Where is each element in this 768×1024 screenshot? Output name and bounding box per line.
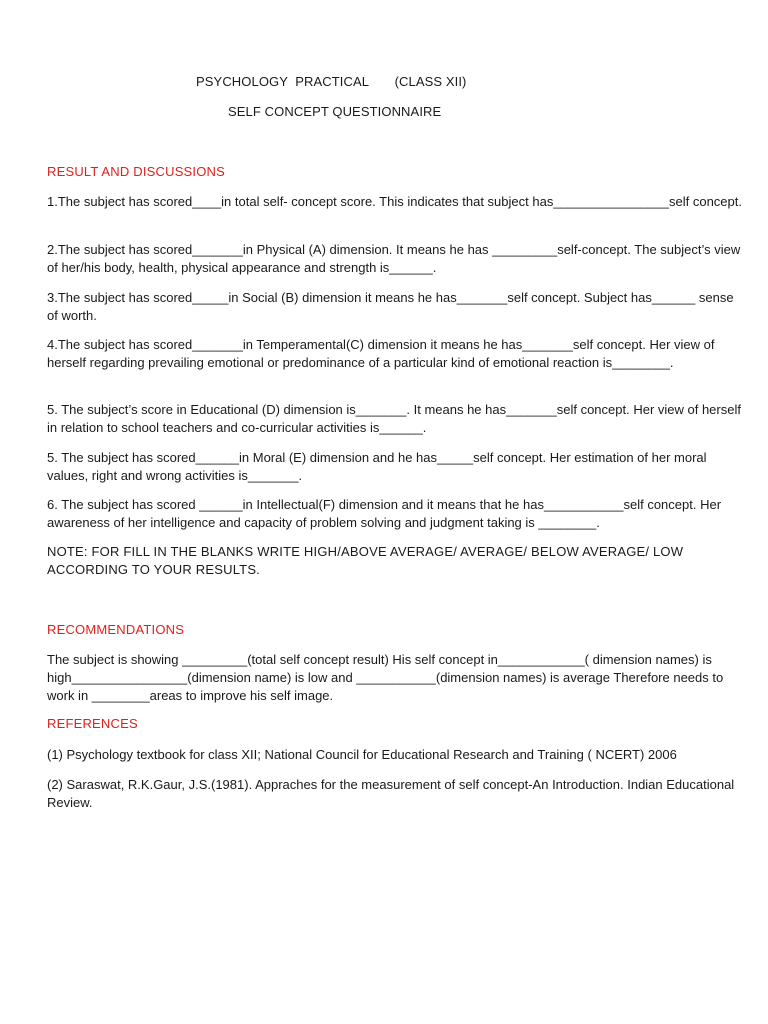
document-title: PSYCHOLOGY PRACTICAL (CLASS XII) xyxy=(196,74,467,89)
result-item-5: 5. The subject’s score in Educational (D) dimension is_______. It means he has_______self concept. Her view of herself in relation to school teachers and co-curricular activities is______. xyxy=(47,402,745,435)
reference-item-2: (2) Saraswat, R.K.Gaur, J.S.(1981). Appraches for the measurement of self concept-An Introduction. Indian Educational Review. xyxy=(47,777,738,810)
results-heading: RESULT AND DISCUSSIONS xyxy=(47,164,226,179)
result-item-2: 2.The subject has scored_______in Physical (A) dimension. It means he has _________self-concept. The subject’s view of her/his body, health, physical appearance and strength is______. xyxy=(47,242,744,275)
result-item-1: 1.The subject has scored____in total self- concept score. This indicates that subject has________________self concept. xyxy=(47,194,742,209)
recommendations-text: The subject is showing _________(total self concept result) His self concept in____________( dimension names) is high________________(dimension name) is low and ___________(dimension names) is average Therefore needs to work in ________areas to improve his self image. xyxy=(47,652,727,703)
reference-item-1: (1) Psychology textbook for class XII; National Council for Educational Research and Training ( NCERT) 2006 xyxy=(47,747,677,762)
references-heading: REFERENCES xyxy=(47,716,138,731)
result-item-6: 5. The subject has scored______in Moral (E) dimension and he has_____self concept. Her estimation of her moral values, right and wrong activities is_______. xyxy=(47,450,711,483)
result-item-4: 4.The subject has scored_______in Temperamental(C) dimension it means he has_______self concept. Her view of herself regarding prevailing emotional or predominance of a particular kind of emotional reaction is________. xyxy=(47,337,719,370)
document-subtitle: SELF CONCEPT QUESTIONNAIRE xyxy=(228,104,442,119)
recommendations-heading: RECOMMENDATIONS xyxy=(47,622,185,637)
result-item-3: 3.The subject has scored_____in Social (B) dimension it means he has_______self concept. Subject has______ sense of worth. xyxy=(47,290,738,323)
result-item-7: 6. The subject has scored ______in Intellectual(F) dimension and it means that he has___________self concept. Her awareness of her intelligence and capacity of problem solving and judgment taking is ________. xyxy=(47,497,725,530)
results-note: NOTE: FOR FILL IN THE BLANKS WRITE HIGH/ABOVE AVERAGE/ AVERAGE/ BELOW AVERAGE/ LOW ACCORDING TO YOUR RESULTS. xyxy=(47,544,687,577)
